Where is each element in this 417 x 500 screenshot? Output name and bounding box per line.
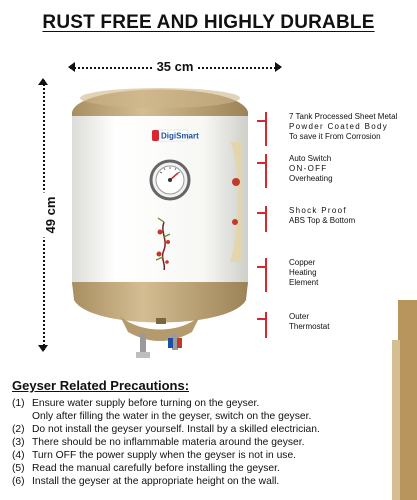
- feature-shock-proof: [265, 206, 400, 232]
- precautions-section: [12, 378, 402, 488]
- arrow-left-icon: [68, 62, 75, 72]
- list-item: Only after filling the water in the geyser, switch on the geyser.: [32, 411, 312, 422]
- feature-line: Element: [289, 278, 319, 287]
- feature-line: Outer: [289, 312, 310, 321]
- width-label: 35 cm: [153, 59, 198, 74]
- list-item: (3) There should be no inflammable materia around the geyser.: [12, 437, 305, 448]
- feature-line: To save it From Corrosion: [289, 132, 381, 141]
- bottom-cap: [72, 282, 248, 323]
- brand-name: DigiSmart: [161, 131, 199, 141]
- feature-line: 7 Tank Processed Sheet Metal: [289, 112, 398, 121]
- height-dimension: [34, 80, 58, 350]
- feature-line: Shock Proof: [289, 206, 347, 215]
- height-label: 49 cm: [43, 193, 58, 238]
- list-item: (1) Ensure water supply before turning on the geyser.: [12, 398, 260, 409]
- list-item: (4) Turn OFF the power supply when the geyser is not in use.: [12, 450, 297, 461]
- geyser-body: [72, 116, 248, 286]
- feature-line: Powder Coated Body: [289, 122, 389, 131]
- feature-sheet-metal: [265, 112, 400, 146]
- list-item: (2) Do not install the geyser yourself. Install by a skilled electrician.: [12, 424, 320, 435]
- feature-line: ON-OFF: [289, 164, 328, 173]
- feature-copper-element: [265, 258, 400, 292]
- feature-line: Copper: [289, 258, 316, 267]
- arrow-up-icon: [38, 78, 48, 85]
- feature-line: Heating: [289, 268, 317, 277]
- arrow-right-icon: [275, 62, 282, 72]
- list-item: (6) Install the geyser at the appropriate height on the wall.: [12, 476, 280, 487]
- feature-auto-switch: [265, 154, 400, 188]
- arrow-down-icon: [38, 345, 48, 352]
- geyser-image: [60, 72, 260, 372]
- feature-line: Auto Switch: [289, 154, 332, 163]
- headline: RUST FREE AND HIGHLY DURABLE: [42, 12, 375, 33]
- feature-line: Thermostat: [289, 322, 330, 331]
- list-item: (5) Read the manual carefully before installing the geyser.: [12, 463, 280, 474]
- feature-line: Overheating: [289, 174, 333, 183]
- feature-line: ABS Top & Bottom: [289, 216, 356, 225]
- feature-thermostat: [265, 312, 400, 338]
- precautions-title: Geyser Related Precautions:: [12, 378, 190, 393]
